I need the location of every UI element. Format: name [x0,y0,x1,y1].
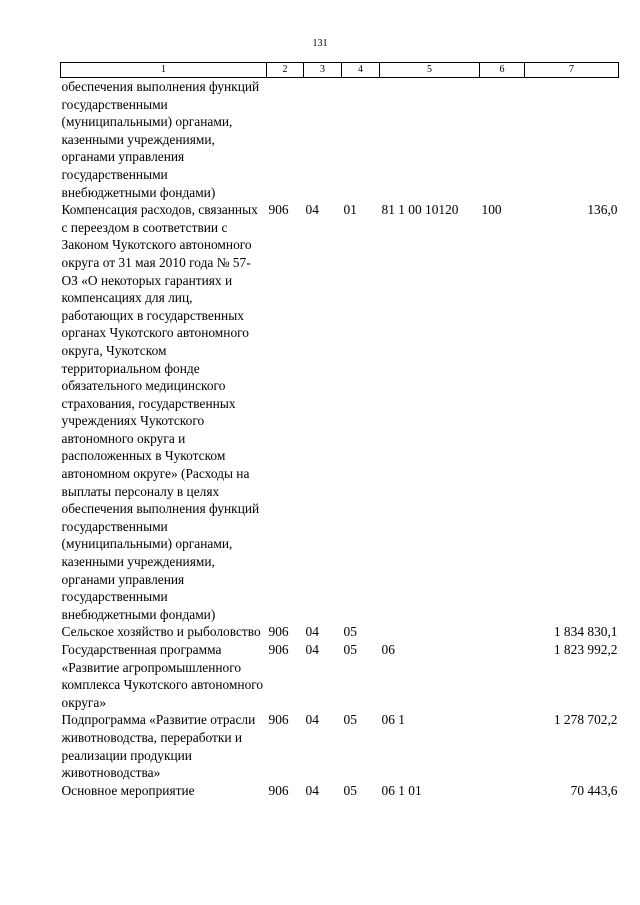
row-code-target [380,78,480,202]
row-code-section: 04 [305,712,319,728]
col-header-7: 7 [525,63,619,78]
header-row [61,63,619,78]
row-code-ministry [267,78,304,202]
row-code-expense-type [480,623,525,641]
row-code-ministry: 906 [268,624,289,640]
col-header-4: 4 [342,63,380,78]
row-code-section: 04 [305,202,319,218]
col-header-5: 5 [380,63,480,78]
row-code-ministry: 906 [268,642,289,657]
row-code-ministry: 906 [268,712,289,728]
table-row [61,782,619,800]
row-name: Государственная программа «Развитие агропромышленного комплекса Чукотского автономного округа» [61,642,264,710]
col-header-3: 3 [304,63,342,78]
row-name: обеспечения выполнения функций государственными (муниципальными) органами, казенными учреждениями, органами управления государственными внебюджетными фондами) [61,79,260,200]
col-header-1: 1 [61,63,267,78]
table-row [61,711,619,781]
row-code-ministry: 906 [268,202,289,218]
row-code-subsection: 05 [343,624,357,640]
row-code-subsection [342,78,380,202]
row-code-expense-type [480,711,525,781]
row-amount: 136,0 [587,202,618,218]
row-code-expense-type [480,78,525,202]
table-row [61,201,619,623]
row-name: Компенсация расходов, связанных с переездом в соответствии с Законом Чукотского автономного округа от 31 мая 2010 года № 57-ОЗ «О некоторых гарантиях и компенсациях для лиц, работающих в государственных органах Чукотского автономного округа, Чукотском территориальном фонде обязательного медицинского страхования, государственных учреждениях Чукотского автономного округа и расположенных в Чукотском автономном округе» (Расходы на выплаты персоналу в целях обеспечения выполнения функций государственными (муниципальными) органами, казенными учреждениями, органами управления государственными внебюджетными фондами) [61,202,260,622]
row-code-target: 06 1 01 [381,782,422,798]
table-row [61,623,619,641]
col-header-6: 6 [480,63,525,78]
row-code-target: 06 [381,642,395,657]
row-amount: 70 443,6 [570,782,618,798]
row-code-section: 04 [305,782,319,798]
row-code-expense-type [480,641,525,711]
row-code-target: 81 1 00 10120 [381,202,459,218]
row-amount [525,78,619,202]
row-code-subsection: 05 [343,782,357,798]
row-code-subsection: 05 [343,712,357,728]
page-number: 131 [312,38,328,49]
row-name: Подпрограмма «Развитие отрасли животноводства, переработки и реализации продукции животноводства» [61,712,256,781]
budget-table [60,62,619,799]
table-row [61,641,619,711]
row-code-target: 06 1 [381,712,405,728]
row-code-target [380,623,480,641]
row-amount: 1 278 702,2 [553,712,618,728]
row-name: Основное мероприятие [61,782,195,798]
row-name: Сельское хозяйство и рыболовство [61,624,261,640]
row-code-section: 04 [305,642,319,657]
row-code-expense-type [480,782,525,800]
row-code-subsection: 05 [343,642,357,657]
row-code-subsection: 01 [343,202,357,218]
row-code-section: 04 [305,624,319,640]
row-amount: 1 834 830,1 [553,624,618,640]
table-row [61,78,619,202]
row-amount: 1 823 992,2 [553,642,618,657]
col-header-2: 2 [267,63,304,78]
row-code-ministry: 906 [268,782,289,798]
row-code-section [304,78,342,202]
row-code-expense-type: 100 [481,202,502,218]
